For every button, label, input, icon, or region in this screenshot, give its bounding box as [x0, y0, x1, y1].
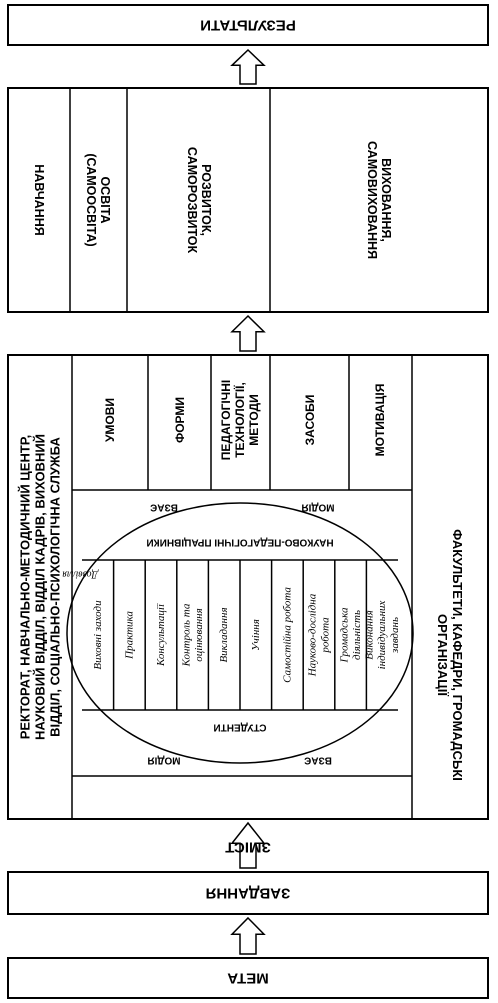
- process-1: [173, 397, 187, 443]
- interaction-bottom-left: [147, 755, 180, 766]
- process-3: [303, 395, 317, 446]
- activity-4: [218, 607, 230, 662]
- process-3-line: ЗАСОБИ: [303, 394, 317, 446]
- goal-title: [227, 970, 269, 987]
- faculties-label: [435, 529, 465, 781]
- activity-0: [92, 600, 104, 670]
- faculties-label-line: ФАКУЛЬТЕТИ, КАФЕДРИ, ГРОМАДСЬКІ: [449, 529, 465, 781]
- activity-7-line: Науково-дослідна: [306, 593, 319, 677]
- outcome-3-line: ВИХОВАННЯ,: [379, 158, 394, 242]
- students-label-line: СТУДЕНТИ: [213, 721, 267, 733]
- admin-label-line: НАУКОВИЙ ВІДДІЛ, ВІДДІЛ КАДРІВ, ВИХОВНИЙ: [32, 433, 48, 741]
- activity-3-line: Контроль та: [180, 603, 193, 667]
- activity-5: [250, 619, 262, 651]
- arrow-to-outcomes: [232, 316, 264, 351]
- tasks-title-line: ЗАВДАННЯ: [205, 884, 291, 902]
- outcome-1-line: ОСВІТА: [98, 176, 113, 224]
- activity-8: [338, 607, 363, 663]
- interaction-bottom-left-line: МОДІЯ: [147, 754, 181, 766]
- activity-8-line: діяльність: [350, 610, 363, 660]
- admin-label: [18, 434, 63, 740]
- outcome-1-line: (САМООСВІТА): [83, 153, 98, 247]
- interaction-bottom-right-line: ВЗАЄ: [304, 754, 332, 766]
- results-title: [200, 17, 296, 34]
- interaction-top-left: [150, 502, 178, 513]
- interaction-top-right-line: МОДІЯ: [301, 501, 335, 513]
- activity-0-line: Виховні заходи: [91, 600, 104, 670]
- teachers-label: [146, 537, 333, 548]
- faculties-label-line: ОРГАНІЗАЦІЇ: [435, 614, 451, 696]
- activity-1-line: Практика: [123, 611, 136, 659]
- outcome-2-line: САМОРОЗВИТОК: [184, 146, 199, 254]
- students-label: [213, 722, 266, 733]
- interaction-top-left-line: ВЗАЄ: [150, 501, 178, 513]
- process-2-line: МЕТОДИ: [246, 394, 261, 446]
- activity-2: [155, 603, 167, 667]
- results-title-line: РЕЗУЛЬТАТИ: [200, 16, 296, 34]
- content-title: [225, 839, 271, 856]
- content-title-line: ЗМІСТ: [225, 838, 271, 856]
- activity-4-line: Викладання: [218, 607, 231, 663]
- activity-3: [180, 603, 205, 667]
- arrow-to-tasks: [232, 918, 264, 954]
- admin-label-line: ВІДДІЛ, СОЦІАЛЬНО-ПСИХОЛОГІЧНА СЛУЖБА: [47, 437, 63, 737]
- process-4: [373, 384, 387, 457]
- activity-8-line: Громадська: [338, 607, 351, 663]
- outcomes-box: [8, 88, 488, 312]
- activity-6: [281, 587, 293, 683]
- activity-9-line: завдань: [388, 617, 401, 653]
- outcome-0-line: НАВЧАННЯ: [32, 164, 46, 236]
- tasks-title: [206, 885, 291, 902]
- process-1-line: ФОРМИ: [173, 396, 187, 444]
- leisure-label: [62, 569, 99, 580]
- outcome-1: [84, 153, 112, 246]
- process-2: [219, 380, 261, 460]
- activity-3-line: оцінювання: [192, 608, 205, 662]
- activity-9: [364, 600, 401, 669]
- admin-label-line: РЕКТОРАТ, НАВЧАЛЬНО-МЕТОДИЧНИЙ ЦЕНТР,: [17, 434, 33, 740]
- process-2-line: ТЕХНОЛОГІЇ,: [233, 382, 247, 458]
- outcome-2-line: РОЗВИТОК,: [199, 164, 214, 236]
- process-0-line: УМОВИ: [103, 397, 117, 443]
- interaction-bottom-right: [304, 755, 332, 766]
- process-2-line: ПЕДАГОГІЧНІ: [219, 379, 234, 461]
- outcome-0: [32, 164, 46, 235]
- activity-1: [123, 611, 135, 660]
- activity-5-line: Учіння: [249, 619, 262, 651]
- process-0: [103, 398, 117, 442]
- activity-9-line: Виконання: [363, 610, 376, 660]
- interaction-top-right: [301, 502, 334, 513]
- activity-2-line: Консультації: [155, 603, 167, 667]
- arrow-to-results: [232, 50, 264, 84]
- teachers-label-line: НАУКОВО-ПЕДАГОГІЧНІ ПРАЦІВНИКИ: [146, 536, 334, 548]
- outcome-3-line: САМОВИХОВАННЯ: [364, 140, 379, 260]
- activity-7: [307, 593, 332, 677]
- activity-7-line: робота: [319, 617, 332, 653]
- process-4-line: МОТИВАЦІЯ: [373, 383, 387, 457]
- goal-title-line: МЕТА: [227, 969, 269, 987]
- outcome-3: [365, 141, 393, 259]
- outcome-2: [185, 147, 213, 254]
- activity-6-line: Самостійна робота: [281, 587, 294, 683]
- activity-9-line: індивідуальних: [376, 600, 389, 670]
- leisure-label-line: Дозвілля: [62, 568, 98, 580]
